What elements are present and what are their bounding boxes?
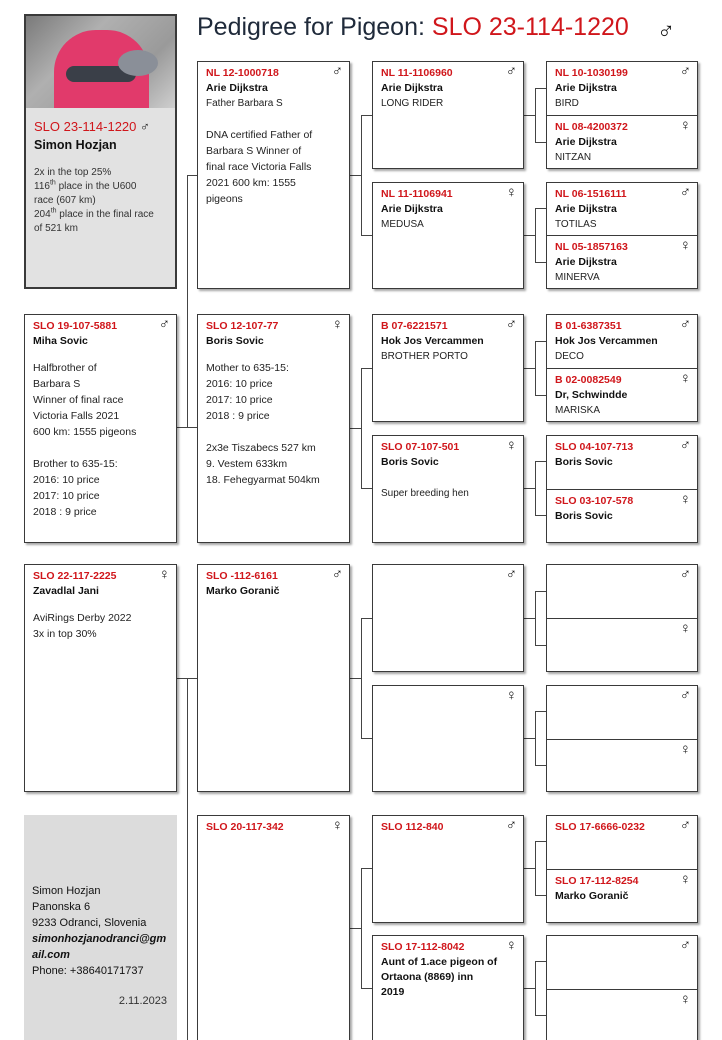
ffm-name: MEDUSA [381, 219, 424, 230]
ff-name: Father Barbara S [206, 98, 283, 109]
fmf-name: BROTHER PORTO [381, 351, 468, 362]
connector [361, 488, 372, 489]
male-icon: ♂ [679, 566, 691, 583]
connector [535, 961, 546, 962]
female-icon: ♀ [505, 184, 517, 201]
fmm-card [372, 435, 524, 543]
fff-ring: NL 11-1106960 [381, 67, 453, 79]
g4-card [547, 989, 697, 1040]
connector [535, 895, 546, 896]
fm-notes: Mother to 635-15: 2016: 10 price 2017: 10 price 2018 : 9 price 2x3e Tiszabecs 527 km 9. Vestem 633km 18. Fehegyarmat 504km [206, 362, 320, 486]
male-icon: ♂ [505, 316, 517, 333]
connector [523, 235, 535, 236]
g4-pair-1 [546, 61, 698, 169]
ffm-card [372, 182, 524, 289]
contact-phone: Phone: +38640171737 [32, 965, 144, 977]
g4-card: SLO 17-112-8254 ♀ Marko Goranič [547, 869, 697, 923]
fm-card [197, 314, 350, 543]
female-icon: ♀ [505, 437, 517, 454]
fff-breeder: Arie Dijkstra [381, 82, 443, 94]
mm-ring: SLO 20-117-342 [206, 821, 284, 833]
connector [535, 208, 536, 262]
connector [535, 1015, 546, 1016]
connector [535, 515, 546, 516]
connector [535, 88, 536, 142]
male-icon: ♂ [679, 184, 691, 201]
title-prefix: Pedigree for Pigeon: [197, 13, 425, 41]
connector [535, 208, 546, 209]
contact-street: Panonska 6 [32, 901, 91, 913]
g4-pair-3 [546, 314, 698, 422]
mf-breeder: Marko Goranič [206, 585, 280, 597]
connector [535, 591, 546, 592]
female-icon: ♀ [679, 871, 691, 888]
result-line: of 521 km [34, 223, 78, 234]
connector [349, 175, 361, 176]
g4-pair-2 [546, 182, 698, 289]
female-icon: ♀ [158, 566, 170, 583]
fm-breeder: Boris Sovic [206, 335, 264, 347]
connector [187, 678, 188, 1040]
connector [523, 618, 535, 619]
fmm-note: Super breeding hen [381, 488, 469, 499]
pigeon-breeder: Simon Hozjan [34, 138, 117, 152]
connector [361, 868, 362, 988]
father-ring: SLO 19-107-5881 [33, 320, 118, 332]
connector [523, 988, 535, 989]
mother-card [24, 564, 177, 792]
female-icon: ♀ [505, 937, 517, 954]
connector [349, 928, 361, 929]
ff-breeder: Arie Dijkstra [206, 82, 268, 94]
g4-pair-7 [546, 815, 698, 923]
mother-breeder: Zavadlal Jani [33, 585, 99, 597]
connector [187, 427, 197, 428]
g4-card: SLO 04-107-713 ♂ Boris Sovic [555, 437, 691, 468]
g4-card [547, 618, 697, 672]
g4-card: SLO 17-6666-0232 ♂ [555, 817, 691, 834]
connector [535, 395, 546, 396]
connector [523, 368, 535, 369]
female-icon: ♀ [679, 741, 691, 758]
connector [535, 461, 546, 462]
g4-card [547, 686, 697, 739]
female-icon: ♀ [331, 817, 343, 834]
connector [535, 591, 536, 645]
g4-card [547, 739, 697, 792]
father-notes: Halfbrother of Barbara S Winner of final race Victoria Falls 2021 600 km: 1555 pigeons Brother to 635-15: 2016: 10 price 2017: 10 price 2018 : 9 price [33, 362, 137, 518]
male-icon: ♂ [679, 437, 691, 454]
connector [187, 678, 197, 679]
g4-pair-6 [546, 685, 698, 792]
father-card [24, 314, 177, 543]
pigeon-ring: SLO 23-114-1220 [34, 119, 137, 134]
connector [523, 738, 535, 739]
ffm-breeder: Arie Dijkstra [381, 203, 443, 215]
g4-card: NL 10-1030199 ♂ Arie Dijkstra BIRD [555, 63, 691, 109]
connector [361, 115, 372, 116]
g4-card: B 02-0082549 ♀ Dr, Schwindde MARISKA [547, 368, 697, 422]
connector [535, 341, 536, 395]
fmf-breeder: Hok Jos Vercammen [381, 335, 484, 347]
pigeon-card [24, 14, 177, 289]
male-icon: ♂ [140, 119, 150, 134]
g4-card: NL 06-1516111 ♂ Arie Dijkstra TOTILAS [555, 184, 691, 230]
father-breeder: Miha Sovic [33, 335, 88, 347]
g4-card [547, 565, 697, 618]
female-icon: ♀ [679, 491, 691, 508]
connector [361, 368, 362, 488]
mmm-card [372, 935, 524, 1040]
male-icon: ♂ [158, 316, 170, 333]
connector [361, 115, 362, 235]
g4-card: NL 05-1857163 ♀ Arie Dijkstra MINERVA [547, 235, 697, 289]
photo-pigeon [118, 50, 158, 76]
result-line: race (607 km) [34, 195, 96, 206]
connector [535, 262, 546, 263]
male-icon: ♂ [331, 566, 343, 583]
mfm-card [372, 685, 524, 792]
fmm-breeder: Boris Sovic [381, 456, 439, 468]
connector [361, 868, 372, 869]
mmf-ring: SLO 112-840 [381, 821, 444, 833]
connector [535, 711, 536, 765]
fff-card [372, 61, 524, 169]
male-icon: ♂ [679, 316, 691, 333]
female-icon: ♀ [679, 117, 691, 134]
connector [535, 142, 546, 143]
page-title [197, 13, 629, 42]
connector [523, 115, 535, 116]
mf-ring: SLO -112-6161 [206, 570, 278, 582]
fmm-ring: SLO 07-107-501 [381, 441, 460, 453]
connector [535, 645, 546, 646]
male-icon: ♂ [505, 63, 517, 80]
ff-notes: DNA certified Father of Barbara S Winner of final race Victoria Falls 2021 600 km: 1555 pigeons [206, 129, 313, 205]
female-icon: ♀ [679, 991, 691, 1008]
female-icon: ♀ [331, 316, 343, 333]
fff-name: LONG RIDER [381, 98, 444, 109]
female-icon: ♀ [679, 237, 691, 254]
connector [523, 488, 535, 489]
contact-name: Simon Hozjan [32, 885, 101, 897]
pigeon-info [34, 118, 169, 236]
g4-pair-8 [546, 935, 698, 1040]
mother-ring: SLO 22-117-2225 [33, 570, 117, 582]
ffm-ring: NL 11-1106941 [381, 188, 453, 200]
connector [535, 961, 536, 1015]
document-date: 2.11.2023 [118, 995, 167, 1007]
g4-card: NL 08-4200372 ♀ Arie Dijkstra NITZAN [547, 115, 697, 169]
mmm-ring: SLO 17-112-8042 [381, 941, 465, 953]
result-line: 116th place in the U600 [34, 179, 137, 192]
connector [361, 738, 372, 739]
connector [361, 368, 372, 369]
connector [535, 841, 546, 842]
contact-city: 9233 Odranci, Slovenia [32, 917, 147, 929]
mmf-card [372, 815, 524, 923]
connector [361, 618, 372, 619]
male-icon: ♂ [679, 687, 691, 704]
result-line: 2x in the top 25% [34, 167, 112, 178]
ff-ring: NL 12-1000718 [206, 67, 279, 79]
mmm-notes: Aunt of 1.ace pigeon of Ortaona (8869) inn 2019 [381, 956, 498, 998]
female-icon: ♀ [679, 620, 691, 637]
ff-card [197, 61, 350, 289]
g4-card: B 01-6387351 ♂ Hok Jos Vercammen DECO [555, 316, 691, 362]
title-male-icon: ♂ [657, 18, 675, 45]
connector [523, 868, 535, 869]
fmf-card [372, 314, 524, 422]
contact-info [32, 883, 166, 979]
mm-card [197, 815, 350, 1040]
fmf-ring: B 07-6221571 [381, 320, 448, 332]
connector [535, 711, 546, 712]
female-icon: ♀ [679, 370, 691, 387]
male-icon: ♂ [679, 937, 691, 954]
contact-email[interactable]: simonhozjanodranci@gm [32, 933, 167, 945]
connector [361, 988, 372, 989]
g4-card [547, 936, 697, 989]
owner-photo [26, 16, 175, 108]
male-icon: ♂ [679, 817, 691, 834]
connector [349, 678, 361, 679]
g4-card: SLO 03-107-578 ♀ Boris Sovic [547, 489, 697, 543]
connector [361, 618, 362, 738]
connector [361, 235, 372, 236]
connector [187, 175, 188, 427]
male-icon: ♂ [505, 566, 517, 583]
title-ring-number: SLO 23-114-1220 [431, 13, 629, 41]
male-icon: ♂ [331, 63, 343, 80]
mf-card [197, 564, 350, 792]
mff-card [372, 564, 524, 672]
female-icon: ♀ [505, 687, 517, 704]
fm-ring: SLO 12-107-77 [206, 320, 279, 332]
pigeon-results [34, 166, 169, 236]
g4-pair-4 [546, 435, 698, 543]
connector [535, 841, 536, 895]
connector [349, 428, 361, 429]
result-line: 204th place in the final race [34, 207, 154, 220]
mother-notes: AviRings Derby 2022 3x in top 30% [33, 612, 132, 640]
connector [535, 765, 546, 766]
male-icon: ♂ [505, 817, 517, 834]
male-icon: ♂ [679, 63, 691, 80]
connector [535, 88, 546, 89]
contact-card [24, 815, 177, 1040]
contact-email-cont[interactable]: ail.com [32, 949, 70, 961]
g4-pair-5 [546, 564, 698, 672]
connector [535, 341, 546, 342]
connector [535, 461, 536, 515]
connector [187, 175, 197, 176]
